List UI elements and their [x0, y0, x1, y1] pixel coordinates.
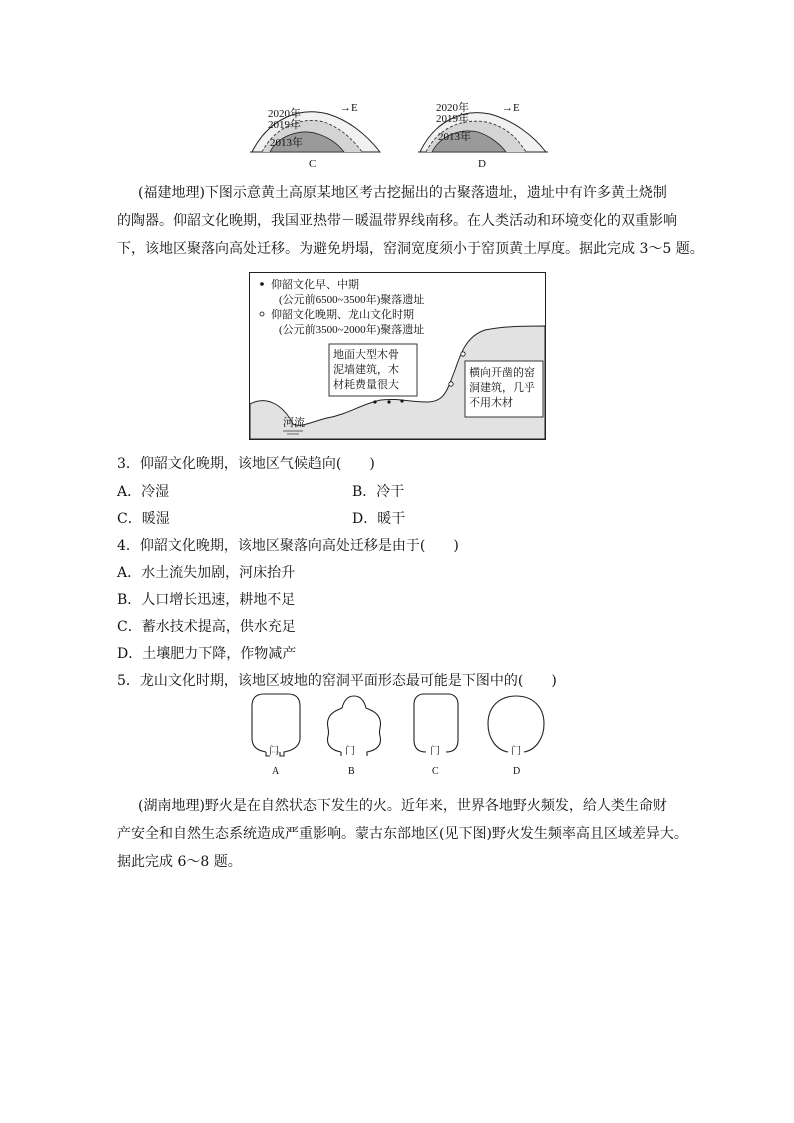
q4-option-d[interactable]: D．土壤肥力下降，作物减产 [117, 646, 297, 662]
cave-door-a: 门 [269, 746, 279, 757]
cave-label-c: C [432, 766, 439, 777]
legend-dot-filled [260, 282, 264, 286]
passage-fujian-line3: 下，该地区聚落向高处迁移。为避免坍塌，窑洞宽度须小于窑顶黄土厚度。据此完成 3～5 题。 [117, 241, 704, 257]
passage-fujian-line1: (福建地理)下图示意黄土高原某地区考古挖掘出的古聚落遗址，遗址中有许多黄土烧制 [138, 185, 667, 201]
fig-c-year-2013: 2013年 [270, 137, 303, 149]
fig-d-year-2019: 2019年 [436, 113, 469, 125]
question-3-stem: 3．仰韶文化晚期，该地区气候趋向( ) [117, 456, 375, 472]
q3-option-c[interactable]: C．暖湿 [117, 511, 170, 527]
passage-hunan-line3: 据此完成 6～8 题。 [117, 854, 242, 870]
box2-line1: 横向开凿的窑 [469, 367, 535, 379]
fig-d-direction: →E [502, 102, 520, 114]
cave-label-b: B [348, 766, 355, 777]
legend-dot-hollow [260, 312, 264, 316]
cave-shape-d [488, 696, 544, 752]
question-5-stem: 5．龙山文化时期，该地区坡地的窑洞平面形态最可能是下图中的( ) [117, 673, 557, 689]
fig-d-label: D [478, 158, 486, 170]
question-4-stem: 4．仰韶文化晚期，该地区聚落向高处迁移是由于( ) [117, 538, 459, 554]
cave-label-a: A [272, 766, 280, 777]
cave-shapes-figure [246, 692, 556, 780]
figure-d [416, 100, 550, 172]
settlement-diagram [249, 272, 546, 440]
fig-d-year-2013: 2013年 [438, 131, 471, 143]
cave-label-d: D [513, 766, 521, 777]
q4-option-c[interactable]: C．蓄水技术提高，供水充足 [117, 619, 296, 635]
fig-c-year-2020: 2020年 [268, 108, 301, 120]
passage-fujian-line2: 的陶器。仰韶文化晚期，我国亚热带－暖温带界线南移。在人类活动和环境变化的双重影响 [117, 213, 677, 229]
legend1-title: 仰韶文化早、中期 [271, 279, 359, 291]
box1-line3: 材耗费量很大 [333, 379, 399, 391]
settlement-dot [373, 400, 376, 403]
river-label: 河流 [283, 417, 305, 429]
box1-line2: 泥墙建筑，木 [333, 364, 399, 376]
cave-shape-c [414, 694, 458, 752]
fig-d-year-2020: 2020年 [436, 102, 469, 114]
cave-dot [461, 352, 465, 356]
cave-door-c: 门 [430, 746, 440, 757]
legend1-range: (公元前6500~3500年)聚落遗址 [279, 294, 425, 306]
q3-option-b[interactable]: B．冷干 [352, 484, 405, 500]
settlement-dot [400, 399, 403, 402]
q4-option-b[interactable]: B．人口增长迅速，耕地不足 [117, 592, 296, 608]
fig-c-year-2019: 2019年 [268, 119, 301, 131]
figure-c [248, 100, 382, 172]
q4-option-a[interactable]: A．水土流失加剧，河床抬升 [117, 565, 296, 581]
passage-hunan-line2: 产安全和自然生态系统造成严重影响。蒙古东部地区(见下图)野火发生频率高且区域差异大。 [117, 826, 688, 842]
cave-door-b: 门 [345, 746, 355, 757]
fig-c-label: C [309, 158, 317, 170]
q3-option-d[interactable]: D．暖干 [352, 511, 406, 527]
legend2-range: (公元前3500~2000年)聚落遗址 [279, 324, 425, 336]
box1-line1: 地面大型木骨 [333, 349, 399, 361]
fig-c-direction: →E [340, 102, 358, 114]
cave-dot [449, 382, 453, 386]
settlement-dot [387, 400, 390, 403]
q3-option-a[interactable]: A．冷湿 [117, 484, 170, 500]
box2-line3: 不用木材 [469, 397, 513, 409]
passage-hunan-line1: (湖南地理)野火是在自然状态下发生的火。近年来，世界各地野火频发，给人类生命财 [138, 798, 667, 814]
legend2-title: 仰韶文化晚期、龙山文化时期 [271, 309, 414, 321]
box2-line2: 洞建筑，几乎 [469, 382, 535, 394]
cave-door-d: 门 [511, 746, 521, 757]
